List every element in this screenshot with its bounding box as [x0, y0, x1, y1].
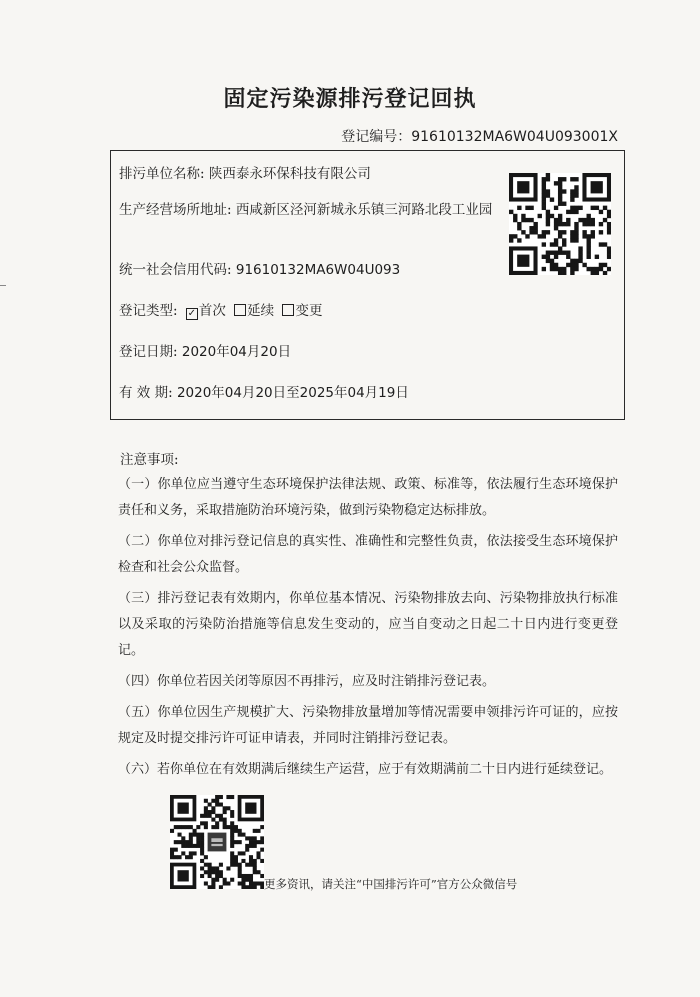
qr-code-icon — [509, 173, 611, 275]
note-item: （四）你单位若因关闭等原因不再排污，应及时注销排污登记表。 — [118, 674, 496, 689]
validity-row — [119, 382, 409, 405]
note-item: （二）你单位对排污登记信息的真实性、准确性和完整性负责，依法接受生态环境保护检查和社会公众监督。 — [118, 534, 618, 575]
checkbox-checked-icon: ✓ — [187, 308, 197, 319]
note-item: （六）若你单位在有效期满后继续生产运营，应于有效期满前二十日内进行延续登记。 — [118, 762, 613, 777]
notes-title: 注意事项: — [120, 452, 179, 468]
qr-code-icon — [170, 795, 264, 889]
validity-value: 2020年04月20日至2025年04月19日 — [176, 385, 409, 401]
registration-date-value: 2020年04月20日 — [181, 344, 292, 360]
registration-date-label: 登记日期: — [119, 344, 178, 360]
footer-wechat-note: 更多资讯，请关注“中国排污许可”官方公众微信号 — [264, 877, 518, 891]
address-value: 西咸新区泾河新城永乐镇三河路北段工业园 — [235, 202, 493, 218]
registration-type-option-renewal: 延续 — [230, 303, 278, 319]
credit-code-row — [119, 259, 400, 282]
credit-code-label: 统一社会信用代码: — [119, 262, 232, 278]
unit-name-value: 陕西泰永环保科技有限公司 — [208, 166, 371, 182]
document-title: 固定污染源排污登记回执 — [223, 87, 477, 112]
checkbox-empty-icon — [234, 304, 246, 316]
registration-type-label: 登记类型: — [119, 303, 178, 319]
checkbox-empty-icon — [282, 304, 294, 316]
address-row — [119, 199, 519, 222]
note-item: （三）排污登记表有效期内，你单位基本情况、污染物排放去向、污染物排放执行标准以及采取的污染防治措施等信息发生变动的，应当自变动之日起二十日内进行变更登记。 — [118, 591, 618, 658]
notes-list — [118, 472, 618, 788]
registration-type-option-first: ✓ 首次 — [187, 303, 226, 319]
note-item: （一）你单位应当遵守生态环境保护法律法规、政策、标准等，依法履行生态环境保护责任和义务，采取措施防治环境污染，做到污染物稳定达标排放。 — [118, 477, 618, 518]
registration-type-row — [119, 300, 322, 323]
registration-info-box — [110, 150, 625, 420]
unit-name-label: 排污单位名称: — [119, 166, 205, 182]
credit-code-value: 91610132MA6W04U093 — [235, 262, 401, 278]
unit-name-row — [119, 163, 371, 186]
validity-label: 有 效 期: — [119, 385, 173, 401]
note-item: （五）你单位因生产规模扩大、污染物排放量增加等情况需要申领排污许可证的，应按规定及时提交排污许可证申请表，并同时注销排污登记表。 — [118, 705, 618, 746]
registration-date-row — [119, 341, 291, 364]
scan-edge-mark — [0, 285, 6, 286]
registration-type-option-change: 变更 — [278, 303, 322, 319]
address-label: 生产经营场所地址: — [119, 202, 232, 218]
registration-number: 登记编号：91610132MA6W04U093001X — [341, 129, 618, 145]
